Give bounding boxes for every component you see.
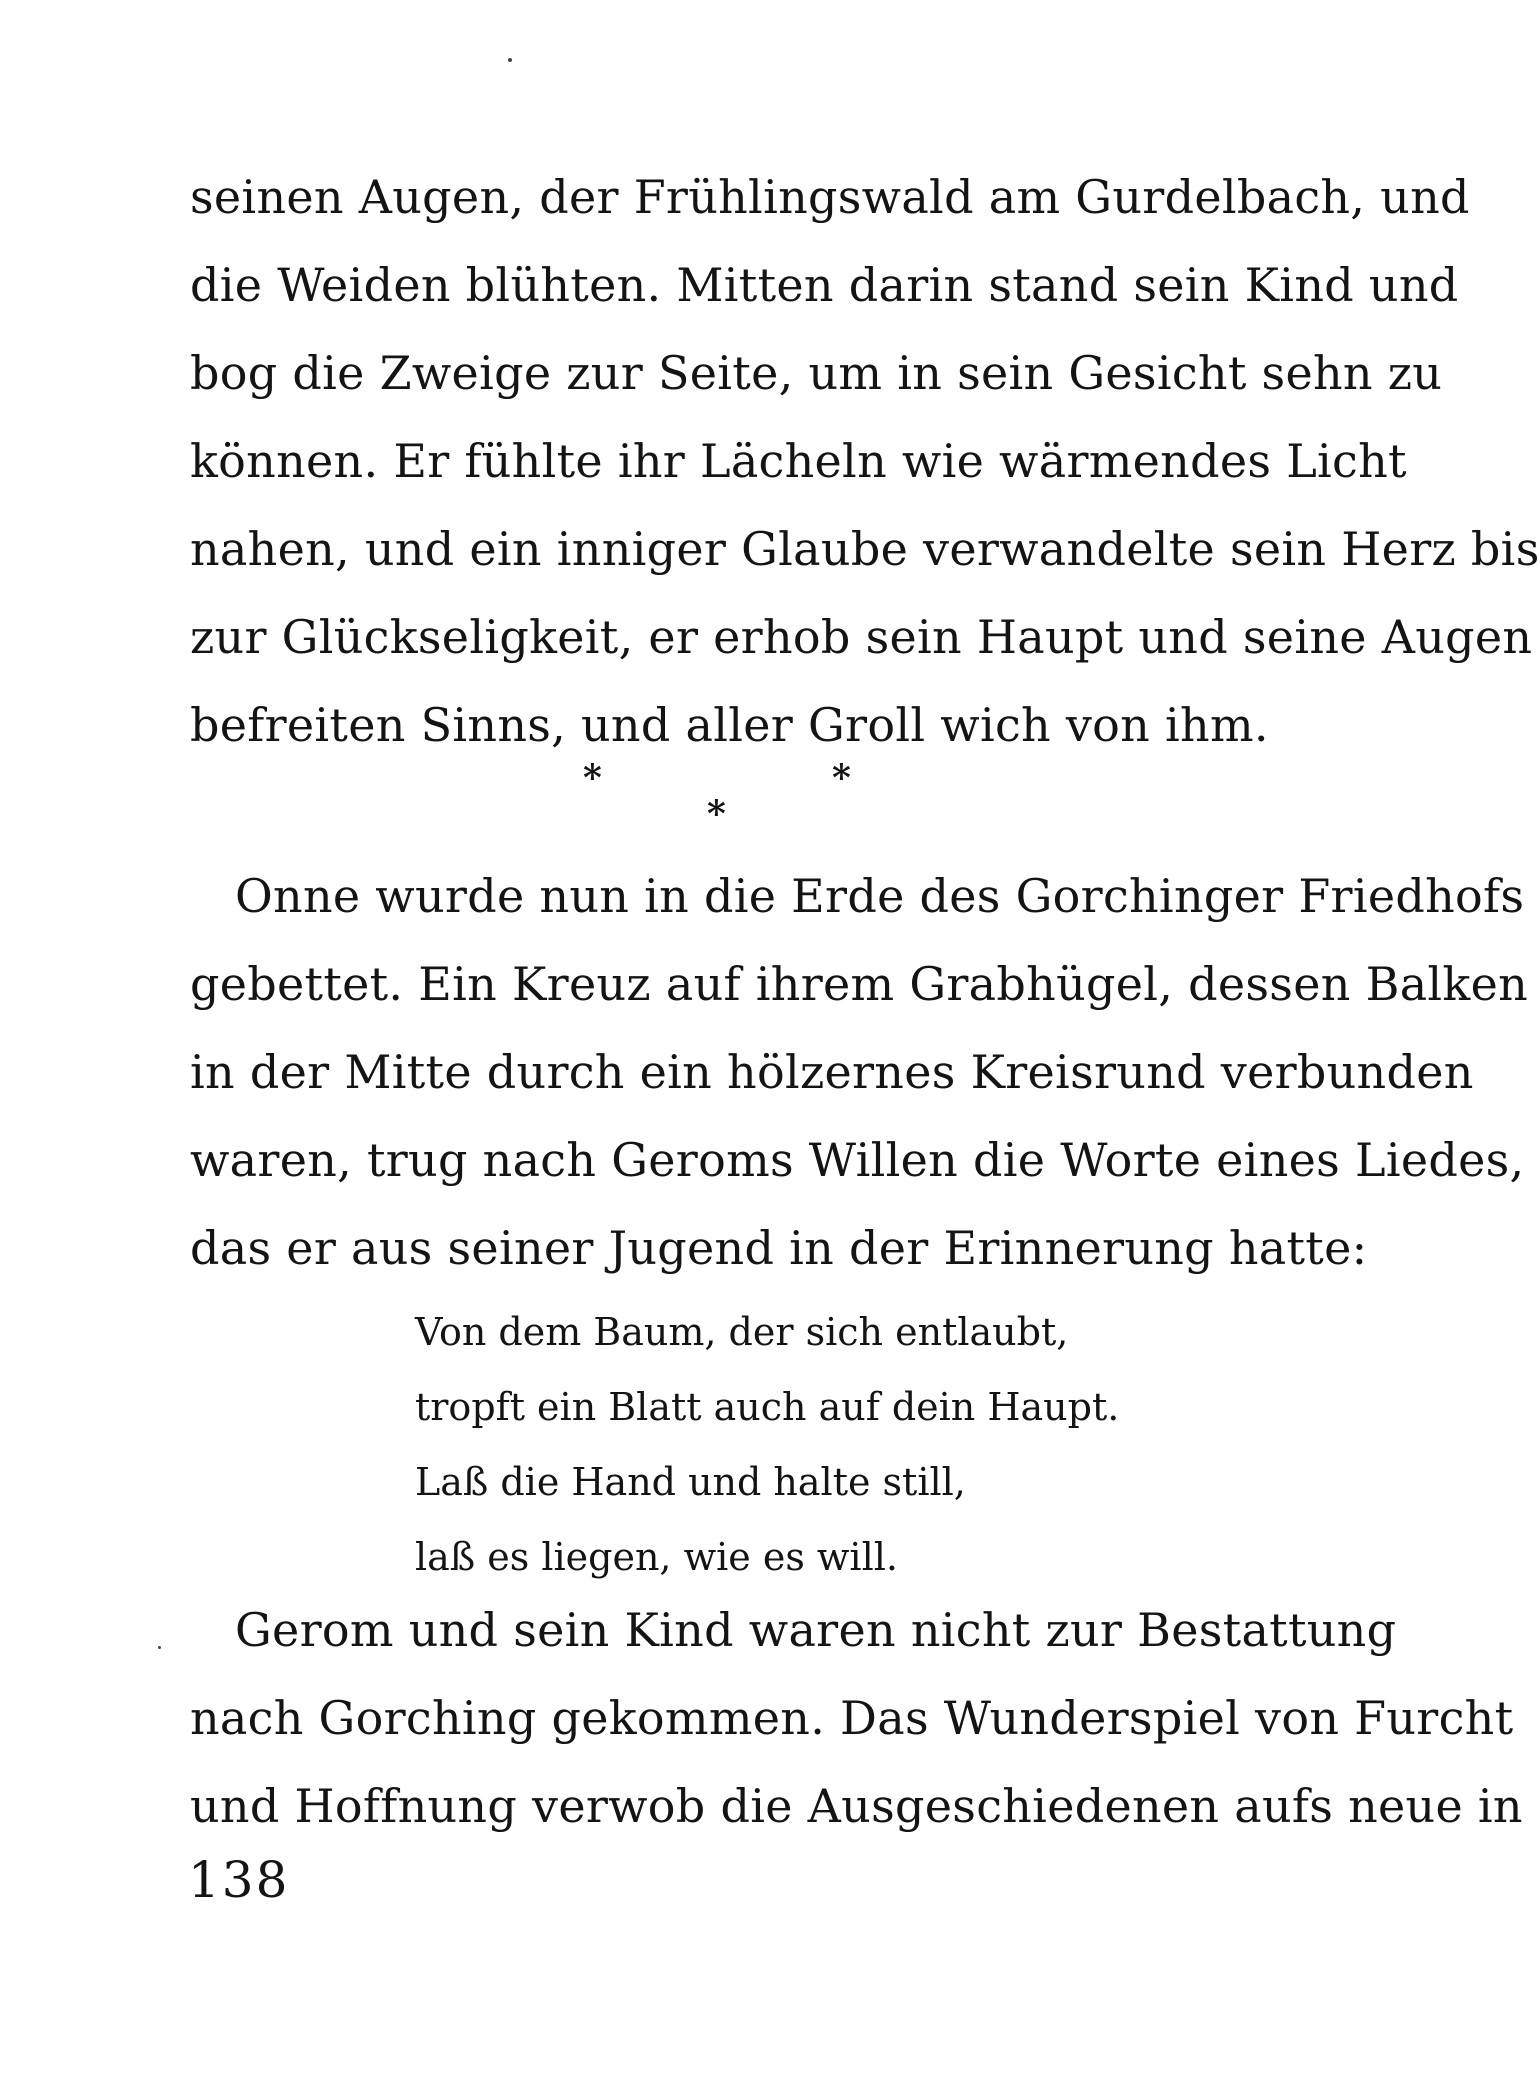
text-line: befreiten Sinns, und aller Groll wich von ihm. (190, 698, 1269, 752)
paragraph-continuation (190, 153, 1540, 769)
paragraph (190, 1586, 1523, 1850)
text-line: die Weiden blühten. Mitten darin stand sein Kind und (190, 258, 1459, 312)
text-line: gebettet. Ein Kreuz auf ihrem Grabhügel, dessen Balken (190, 957, 1529, 1011)
page-number: 138 (188, 1851, 290, 1909)
text-line: können. Er fühlte ihr Lächeln wie wärmendes Licht (190, 434, 1407, 488)
verse-line: laß es liegen, wie es will. (415, 1535, 898, 1579)
section-break (0, 757, 1495, 840)
text-line: seinen Augen, der Frühlingswald am Gurdelbach, und (190, 170, 1470, 224)
text-line: bog die Zweige zur Seite, um in sein Gesicht sehn zu (190, 346, 1443, 400)
text-line: Gerom und sein Kind waren nicht zur Bestattung (235, 1603, 1397, 1657)
text-line: waren, trug nach Geroms Willen die Worte eines Liedes, (190, 1133, 1525, 1187)
asterism-star: * (707, 793, 726, 835)
verse-line: Von dem Baum, der sich entlaubt, (415, 1310, 1069, 1354)
paragraph (190, 852, 1529, 1292)
print-speck (158, 1646, 161, 1649)
verse-line: Laß die Hand und halte still, (415, 1460, 966, 1504)
text-line: Onne wurde nun in die Erde des Gorchinger Friedhofs (235, 869, 1525, 923)
text-line: in der Mitte durch ein hölzernes Kreisrund verbunden (190, 1045, 1474, 1099)
text-line: nahen, und ein inniger Glaube verwandelte sein Herz bis (190, 522, 1540, 576)
asterism-star: * (832, 757, 851, 799)
asterism-star: * (583, 757, 602, 799)
text-line: zur Glückseligkeit, er erhob sein Haupt und seine Augen (190, 610, 1533, 664)
verse-line: tropft ein Blatt auch auf dein Haupt. (415, 1385, 1120, 1429)
text-line: und Hoffnung verwob die Ausgeschiedenen aufs neue in (190, 1779, 1523, 1833)
text-line: nach Gorching gekommen. Das Wunderspiel von Furcht (190, 1691, 1514, 1745)
poem-verse (415, 1295, 1120, 1595)
text-line: das er aus seiner Jugend in der Erinnerung hatte: (190, 1221, 1368, 1275)
print-speck (508, 58, 512, 62)
